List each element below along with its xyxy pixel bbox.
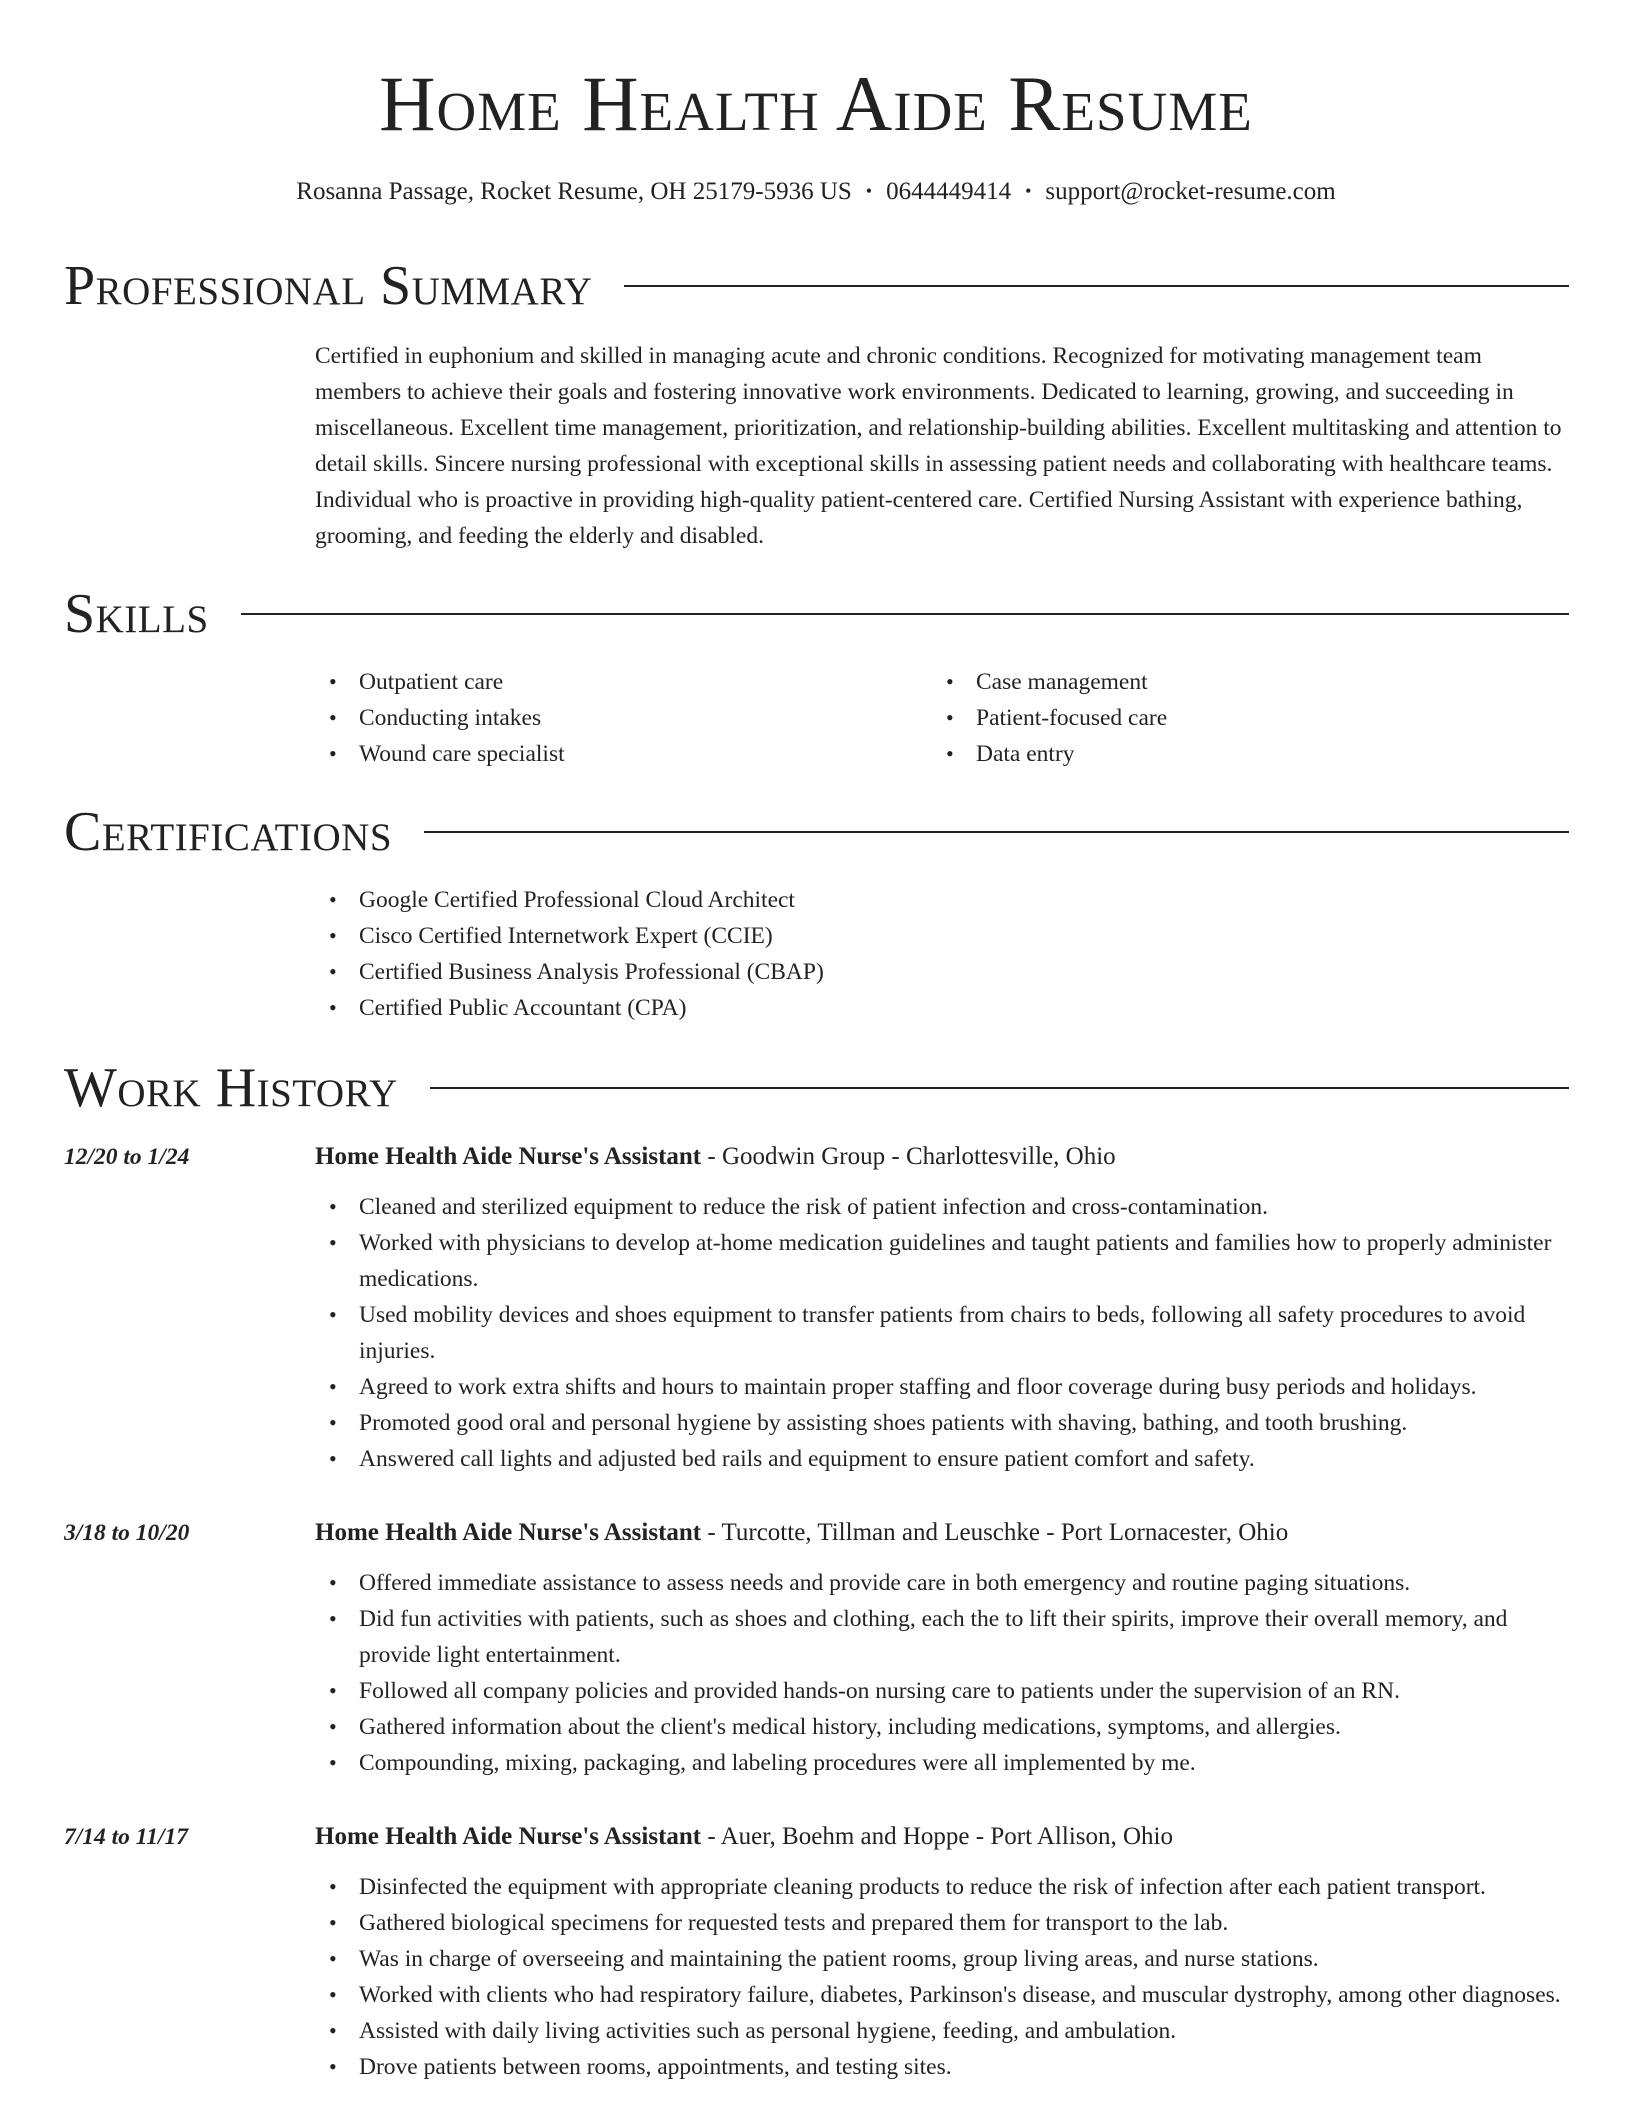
job-employer: - Turcotte, Tillman and Leuschke - Port Lornacester, Ohio [701, 1519, 1289, 1546]
contact-phone: 0644449414 [886, 178, 1012, 205]
certification-item: • Google Certified Professional Cloud Architect [315, 882, 1570, 918]
duty-item: • Offered immediate assistance to assess needs and provide care in both emergency and routine paging situations. [315, 1565, 1570, 1601]
job-duties [315, 1189, 1570, 1477]
section-header-work-history [64, 1055, 1569, 1121]
duty-item: • Promoted good oral and personal hygiene by assisting shoes patients with shaving, bathing, and tooth brushing. [315, 1405, 1570, 1441]
contact-line [0, 174, 1632, 209]
section-header-skills [64, 581, 1569, 647]
skill-item: • Case management [932, 664, 1549, 700]
duty-item: • Did fun activities with patients, such as shoes and clothing, each the to lift their spirits, improve their overall memory, and provide light entertainment. [315, 1601, 1570, 1673]
section-divider [624, 285, 1569, 287]
skill-item: • Conducting intakes [315, 700, 932, 736]
job-employer: - Auer, Boehm and Hoppe - Port Allison, Ohio [701, 1823, 1173, 1850]
contact-separator: • [865, 181, 873, 201]
certification-item: • Certified Business Analysis Professional (CBAP) [315, 954, 1570, 990]
duty-item: • Worked with clients who had respiratory failure, diabetes, Parkinson's disease, and muscular dystrophy, among other diagnoses. [315, 1977, 1570, 2013]
job-title: Home Health Aide Nurse's Assistant [315, 1823, 702, 1850]
duty-item: • Gathered information about the client's medical history, including medications, symptoms, and allergies. [315, 1709, 1570, 1745]
certifications-list [315, 882, 1570, 1026]
duty-item: • Drove patients between rooms, appointments, and testing sites. [315, 2049, 1570, 2085]
duty-item: • Gathered biological specimens for requested tests and prepared them for transport to the lab. [315, 1905, 1570, 1941]
resume-title: Home Health Aide Resume [379, 60, 1253, 147]
contact-address: Rosanna Passage, Rocket Resume, OH 25179-5936 US [296, 178, 852, 205]
skill-item: • Patient-focused care [932, 700, 1549, 736]
section-header-certifications [64, 799, 1569, 865]
skills-list [315, 664, 1570, 772]
section-divider [424, 831, 1569, 833]
job-title: Home Health Aide Nurse's Assistant [315, 1143, 702, 1170]
section-title-skills: Skills [64, 583, 209, 645]
job-dates: 12/20 to 1/24 [64, 1144, 190, 1170]
section-title-certifications: Certifications [64, 801, 393, 863]
job-dates: 7/14 to 11/17 [64, 1824, 189, 1850]
duty-item: • Followed all company policies and provided hands-on nursing care to patients under the supervision of an RN. [315, 1673, 1570, 1709]
skills-column-left [315, 664, 932, 772]
section-title-work-history: Work History [64, 1057, 398, 1119]
contact-separator: • [1025, 181, 1032, 201]
job-title: Home Health Aide Nurse's Assistant [315, 1519, 702, 1546]
section-title-summary: Professional Summary [64, 255, 593, 317]
duty-item: • Cleaned and sterilized equipment to reduce the risk of patient infection and cross-contamination. [315, 1189, 1570, 1225]
job-duties [315, 1565, 1570, 1781]
duty-item: • Compounding, mixing, packaging, and labeling procedures were all implemented by me. [315, 1745, 1570, 1781]
duty-item: • Assisted with daily living activities such as personal hygiene, feeding, and ambulation. [315, 2013, 1570, 2049]
duty-item: • Agreed to work extra shifts and hours to maintain proper staffing and floor coverage during busy periods and holidays. [315, 1369, 1570, 1405]
duty-item: • Disinfected the equipment with appropriate cleaning products to reduce the risk of infection after each patient transport. [315, 1869, 1570, 1905]
skill-item: • Outpatient care [315, 664, 932, 700]
job-dates: 3/18 to 10/20 [64, 1520, 190, 1546]
job-heading [315, 1515, 1570, 1551]
section-divider [241, 613, 1569, 615]
duty-item: • Was in charge of overseeing and maintaining the patient rooms, group living areas, and nurse stations. [315, 1941, 1570, 1977]
duty-item: • Answered call lights and adjusted bed rails and equipment to ensure patient comfort and safety. [315, 1441, 1570, 1477]
skill-item: • Wound care specialist [315, 736, 932, 772]
skills-column-right [932, 664, 1549, 772]
summary-text: Certified in euphonium and skilled in managing acute and chronic conditions. Recognized for motivating management team members to achieve their goals and fostering innovative work environments. Dedicated to learning, growing, and succeeding in miscellaneous. Excellent time management, prioritization, and relationship-building abilities. Excellent multitasking and attention to detail skills. Sincere nursing professional with exceptional skills in assessing patient needs and collaborating with healthcare teams. Individual who is proactive in providing high-quality patient-centered care. Certified Nursing Assistant with experience bathing, grooming, and feeding the elderly and disabled. [315, 343, 1562, 549]
section-divider [430, 1087, 1569, 1089]
job-heading [315, 1139, 1570, 1175]
section-header-summary [64, 253, 1569, 319]
job-employer: - Goodwin Group - Charlottesville, Ohio [701, 1143, 1116, 1170]
job-duties [315, 1869, 1570, 2085]
job-heading [315, 1819, 1570, 1855]
certification-item: • Certified Public Accountant (CPA) [315, 990, 1570, 1026]
certification-item: • Cisco Certified Internetwork Expert (CCIE) [315, 918, 1570, 954]
duty-item: • Worked with physicians to develop at-home medication guidelines and taught patients and families how to properly administer medications. [315, 1225, 1570, 1297]
skill-item: • Data entry [932, 736, 1549, 772]
contact-email: support@rocket-resume.com [1045, 178, 1336, 205]
duty-item: • Used mobility devices and shoes equipment to transfer patients from chairs to beds, following all safety procedures to avoid injuries. [315, 1297, 1570, 1369]
